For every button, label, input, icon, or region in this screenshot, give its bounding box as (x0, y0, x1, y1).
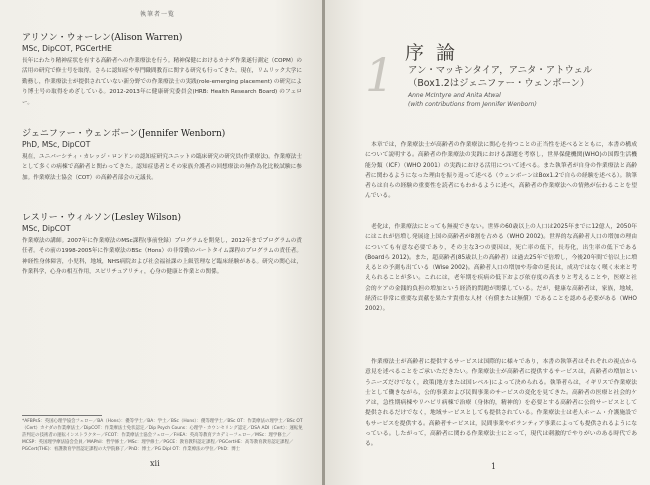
body-paragraph: 作業療法士が高齢者に提供するサービスは国際的に様々であり，本書の執筆者はそれぞれの視点から意見を述べることをご承いただきたい。作業療法士が高齢者に提供するサービスは，高齢者の増加というニーズだけでなく，政策(地方または国レベル)によって決められる。執筆者らは，イギリスで作業療法士として働きながら，公的事業および民間事業のサービスの変化を見てきた。高齢者の医療と社会的ケアは，急性期病棟やリハビリ病棟で治療（身体的，精神的）を必要とする高齢者に公的サービスとして提供されるだけでなく，地域サービスとしても提供されている。作業療法士は老人ホーム・介護施設でもサービスを提供する。高齢者サービスは，民間事業やボランティア事業によっても提供されるようになっている。したがって，高齢者に関わる作業療法士にとって，現代は刺激的でやりがいのある時代である。 (365, 359, 637, 448)
body-paragraph: 老化は，作業療法にとっても無視できない。世界の60歳以上の人口は2025年までに12億人，2050年にはこれが倍増し発展途上国の高齢者が8割を占める（WHO 2002)。世界的な高齢者人口の増加の理由についても有意な必要であり，その主な3つの要因は，死亡率の低下，長寿化，出生率の低下である(Boardら 2012)。また，超高齢者(85歳以上の高齢者）は過去25年で倍増し，今後20年間で倍以上に増えるとの予測も出ている（Wise 2002)。高齢者人口の増加や寿命の延長は，成功ではなく嘆く未来と考えられることが多い。これには，老年期を疾病の低下および依存度の高まりと考えることや，医療と社会的ケアの金銭的負担の増加という経済的問題が関係している。だが，健康な高齢者は，家族，地域，経済に非常に重要な貢献を果たす貴重な人材（有償または無償）であることを認める必要がある（WHO 2002）。 (365, 224, 637, 313)
chapter-authors-en (408, 92, 633, 109)
author-en-line: (with contributions from Jennifer Wenborn) (408, 100, 537, 108)
chapter-authors-jp: アン・マッキンタイア，アニタ・アトウェル（Box1.2はジェニファー・ウェンボーン） (408, 65, 593, 89)
right-page (325, 0, 650, 485)
author-en-line: Anne McIntyre and Anita Atwal (408, 92, 501, 99)
contributor-bio: 長年にわたり精神症状を有する高齢者への作業療法を行う。精神保健におけるカナダ作業遂行測定（COPM）の活用の研究で修士号を取得。さらに認知症や専門職間教育に関する研究も行ってきた。現在，リムリック大学に勤務し，作業療法士が提供されていない新分野での作業療法士の実践(role-emerging placement) の研究により博士号の取得をめざしている。2012-2013年に健康研究委員会(HRB: Health Research Board) のフェロー。 (22, 58, 302, 106)
contributor-entry (22, 128, 302, 183)
chapter-title: 序 論 (405, 42, 459, 64)
contributor-entry (22, 32, 302, 108)
footnote-rule (22, 415, 102, 416)
contributor-entry (22, 212, 302, 278)
contributor-bio: 作業療法の講師。2007年に作業療法のMSc課程(事前登録）プログラムを開発し，2012年までプログラムの責任者。その前の1998-2005年に作業療法のBSc（Hons）の非常勤のパートタイム課程のプログラムの責任者。神経性身体障害，小児科，地域，NHS病院および社会福祉課の上級管理など臨床経験がある。研究の関心は，作業科学，心身の相互作用，スピリチュアリティ，心身の健康と作業との関係。 (22, 238, 302, 276)
contributor-bio: 現在，ユニバーシティ・カレッジ・ロンドンの認知症研究ユニットの臨床研究の研究員(作業療法)。作業療法士として多くの病棟で高齢者と関わってきた。認知症患者とその家族介護者の回想療法の無作為化比較試験に参加。作業療法士協会（COT）の高齢者部会の元議長。 (22, 154, 302, 181)
contributor-name: レスリー・ウィルソン(Lesley Wilson) (22, 213, 181, 223)
page-number: xii (150, 459, 160, 468)
contributor-credentials: MSc, DipCOT (22, 224, 71, 233)
contributor-credentials: MSc, DipCOT, PGCertHE (22, 44, 112, 53)
contributor-name: アリソン・ウォーレン(Alison Warren) (22, 33, 183, 43)
page-number: 1 (491, 462, 497, 471)
contributor-credentials: PhD, MSc, DipCOT (22, 140, 91, 149)
body-paragraph: 本章では，作業療法士が高齢者の作業療法に関心を持つことの正当性を述べるとともに，本書の構成について説明する。高齢者の作業療法の実践における課題を考察し，世界保健機関(WHO)の国際生活機能分類（ICF）（WHO 2001）の実践における活用について述べる。また執筆者が自身の作業療法と高齢者に関わるようになった理由を振り返って述べる（ウェンボーンはBox1.2で自らの経験を述べる）。執筆者らは自らの経験の重要性を読者にもわかるように述べ，高齢者の作業療法への情熱が伝わることを望んでいる。 (365, 142, 637, 200)
contributor-name: ジェニファー・ウェンボーン(Jennifer Wenborn) (22, 129, 226, 139)
chapter-number: 1 (365, 48, 395, 102)
footnote: *AFBPsS：英国心理学協会フェロー／BA（Hons）：優等学士／BA：学士／BSc（Hons）：優等理学士／BSc OT：作業療法の理学士／BSc OT（Cert）カナダの作業療法士／DipCOT：作業療法士免状認定／Dip Psych Couns：心理学・カウンセリング認定／DSA ADI（Cert）：運転免許判定の技術者の運転インストラクター／FCOT：作業療法士協会フェロー／FHEA：英高等教育アカデミーフェロー／MSc：理学修士／MCSP：英国理学療法協会会員／MAPhil：哲学修士／MSc：理学修士／PGCE：教育教科認定課程／PGCertHE：高等教育教育認定課程／PGCert(THE)：看護教育学習認定課程の大学院修了／PhD：博士／PG Dipl OT：作業療法の学位／PhD：博士 (22, 419, 303, 452)
left-page (0, 0, 322, 485)
running-head: 執筆者一覧 (140, 11, 176, 18)
